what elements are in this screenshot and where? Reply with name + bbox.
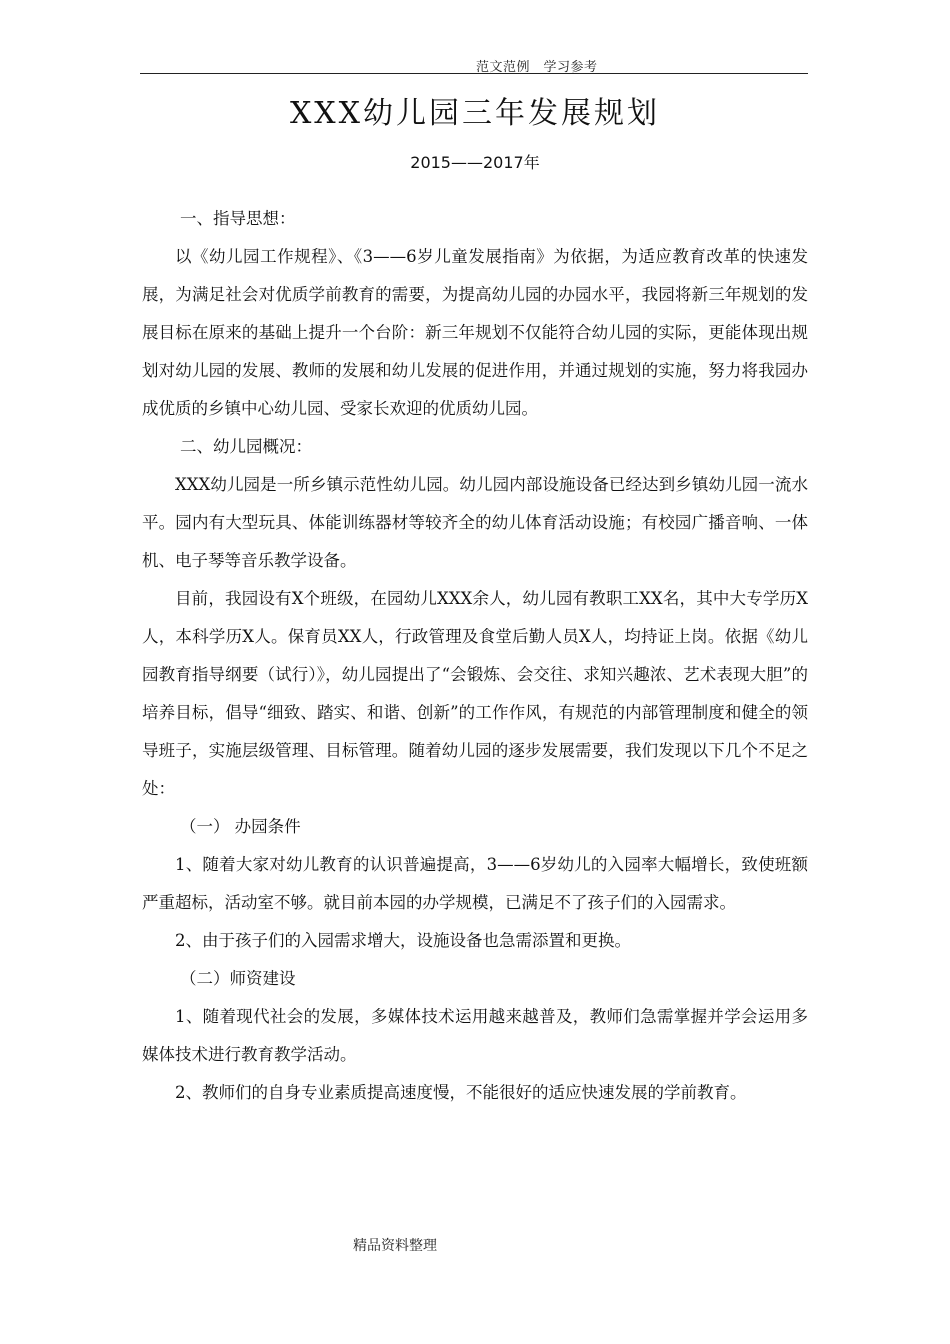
paragraph-overview-staff: 目前，我园设有X个班级，在园幼儿XXX余人，幼儿园有教职工XX名，其中大专学历X人，本科学历X人。保育员XX人，行政管理及食堂后勤人员X人，均持证上岗。依据《幼儿园教育指导纲要（试行）》，幼儿园提出了“会锻炼、会交往、求知兴趣浓、艺术表现大胆”的培养目标，倡导“细致、踏实、和谐、创新”的工作作风，有规范的内部管理制度和健全的领导班子，实施层级管理、目标管理。随着幼儿园的逐步发展需要，我们发现以下几个不足之处： — [142, 589, 808, 798]
paragraph-conditions-2: 2、由于孩子们的入园需求增大，设施设备也急需添置和更换。 — [175, 931, 631, 950]
document-body — [142, 200, 808, 1112]
paragraph-teachers-2: 2、教师们的自身专业素质提高速度慢，不能很好的适应快速发展的学前教育。 — [175, 1083, 747, 1102]
subsection-heading-teachers: （二）师资建设 — [179, 969, 296, 988]
paragraph-teachers-1: 1、随着现代社会的发展，多媒体技术运用越来越普及，教师们急需掌握并学会运用多媒体技术进行教育教学活动。 — [142, 1007, 808, 1064]
page-header-rule — [140, 55, 808, 74]
page-header-text: 范文范例 学习参考 — [476, 60, 598, 75]
section-heading-overview: 二、幼儿园概况： — [179, 437, 312, 456]
document-subtitle: 2015——2017年 — [410, 153, 540, 172]
document-title: XXX幼儿园三年发展规划 — [289, 96, 661, 131]
paragraph-overview-facilities: XXX幼儿园是一所乡镇示范性幼儿园。幼儿园内部设施设备已经达到乡镇幼儿园一流水平。园内有大型玩具、体能训练器材等较齐全的幼儿体育活动设施；有校园广播音响、一体机、电子琴等音乐教学设备。 — [142, 475, 808, 570]
paragraph-guiding-ideology: 以《幼儿园工作规程》、《3——6岁儿童发展指南》为依据，为适应教育改革的快速发展，为满足社会对优质学前教育的需要，为提高幼儿园的办园水平，我园将新三年规划的发展目标在原来的基础上提升一个台阶：新三年规划不仅能符合幼儿园的实际，更能体现出规划对幼儿园的发展、教师的发展和幼儿发展的促进作用，并通过规划的实施，努力将我园办成优质的乡镇中心幼儿园、受家长欢迎的优质幼儿园。 — [142, 247, 808, 418]
page-footer-text: 精品资料整理 — [353, 1238, 437, 1254]
subsection-heading-conditions: （一） 办园条件 — [179, 817, 301, 836]
paragraph-conditions-1: 1、随着大家对幼儿教育的认识普遍提高，3——6岁幼儿的入园率大幅增长，致使班额严重超标，活动室不够。就目前本园的办学规模，已满足不了孩子们的入园需求。 — [142, 855, 808, 912]
section-heading-guiding-ideology: 一、指导思想： — [179, 209, 296, 228]
